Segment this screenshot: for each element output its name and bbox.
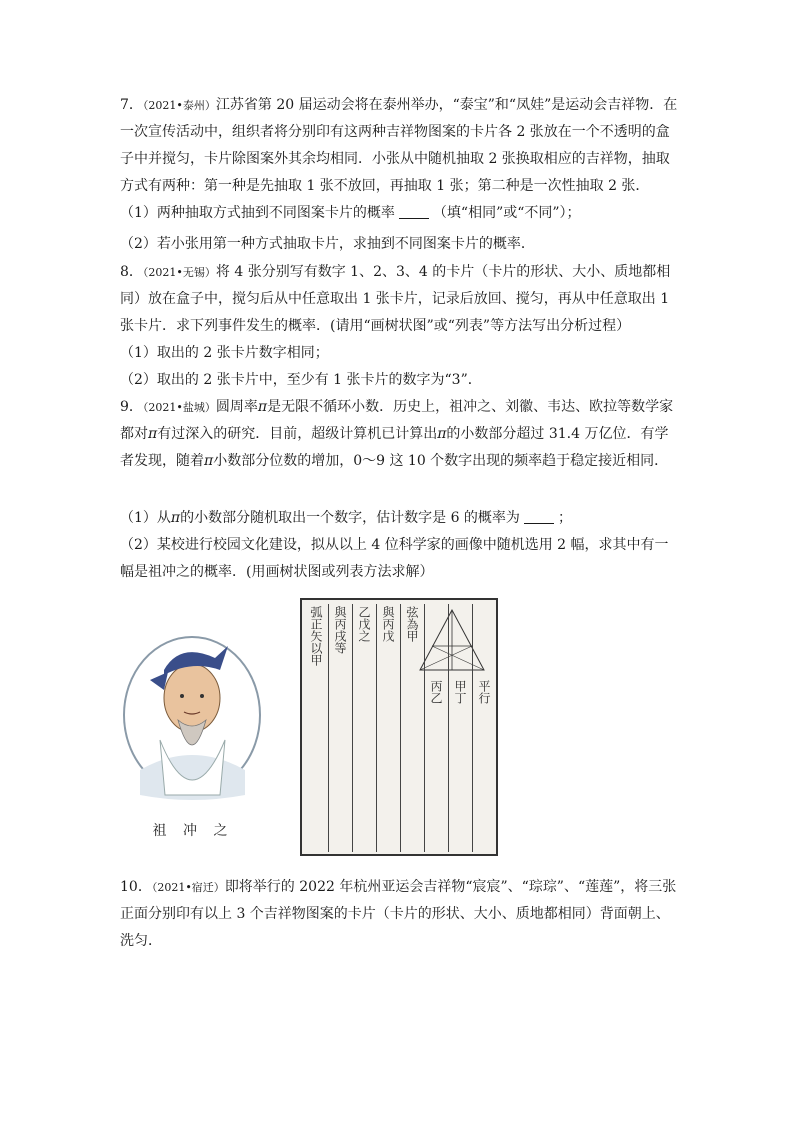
question-9-part-2: （2）某校进行校园文化建设，拟从以上 4 位科学家的画像中随机选用 2 幅，求其中有一幅是祖冲之的概率．(用画树状图或列表方法求解） xyxy=(120,537,669,580)
question-8: 8．（2021•无锡）将 4 张分别写有数字 1、2、3、4 的卡片（卡片的形状、大小、质地都相同）放在盒子中，搅匀后从中任意取出 1 张卡片，记录后放回、搅匀，再从中任意取出 1 张卡片．求下列事件发生的概率．(请用“画树状图”或“列表”等方法写出分析过程） xyxy=(120,264,671,334)
question-9-part-1: （1）从π的小数部分随机取出一个数字，估计数字是 6 的概率为 ； xyxy=(120,510,572,526)
question-7-part-2: （2）若小张用第一种方式抽取卡片，求抽到不同图案卡片的概率． xyxy=(120,236,535,252)
question-10: 10．（2021•宿迁）即将举行的 2022 年杭州亚运会吉祥物“宸宸”、“琮琮”、“莲莲”，将三张正面分别印有以上 3 个吉祥物图案的卡片（卡片的形状、大小、质地都相同）背面朝上、洗匀． xyxy=(120,879,677,949)
question-8-source: （2021•无锡） xyxy=(142,266,216,279)
book-text-column: 弦為甲 xyxy=(405,606,419,642)
portrait-image xyxy=(120,620,265,820)
book-text-column: 與丙戊 xyxy=(381,606,395,642)
question-7-source: （2021•泰州） xyxy=(142,99,216,112)
portrait-caption: 祖 冲 之 xyxy=(152,823,234,839)
book-text-column: 弧正矢以甲 xyxy=(309,606,323,666)
question-8-part-1: （1）取出的 2 张卡片数字相同； xyxy=(120,345,329,361)
answer-blank[interactable] xyxy=(524,509,554,524)
question-7-part-1: （1）两种抽取方式抽到不同图案卡片的概率 （填“相同”或“不同”）； xyxy=(120,205,581,221)
book-text-column: 與丙戌等 xyxy=(333,606,347,654)
question-8-part-2: （2）取出的 2 张卡片中，至少有 1 张卡片的数字为“3”． xyxy=(120,372,482,388)
question-10-source: （2021•宿迁） xyxy=(151,881,225,894)
question-9: 9．（2021•盐城）圆周率π是无限不循环小数．历史上，祖冲之、刘徽、韦达、欧拉等数学家都对π有过深入的研究．目前，超级计算机已计算出π的小数部分超过 31.4 万亿位．有学者发现，随着π小数部分位数的增加，0～9 这 10 个数字出现的频率趋于稳定接近相同． xyxy=(120,399,674,469)
book-text-column: 平行 xyxy=(477,680,491,704)
book-text-column: 乙戊之 xyxy=(357,606,371,642)
ancient-book-image xyxy=(300,598,498,856)
answer-blank[interactable] xyxy=(399,204,429,219)
book-text-column: 甲丁 xyxy=(453,680,467,704)
question-9-source: （2021•盐城） xyxy=(142,401,216,414)
book-text-column: 丙乙 xyxy=(429,680,443,704)
question-7: 7．（2021•泰州）江苏省第 20 届运动会将在泰州举办，“泰宝”和“凤娃”是运动会吉祥物．在一次宣传活动中，组织者将分别印有这两种吉祥物图案的卡片各 2 张放在一个不透明的盒子中并搅匀，卡片除图案外其余均相同．小张从中随机抽取 2 张换取相应的吉祥物，抽取方式有两种：第一种是先抽取 1 张不放回，再抽取 1 张；第二种是一次性抽取 2 张． xyxy=(120,97,678,194)
